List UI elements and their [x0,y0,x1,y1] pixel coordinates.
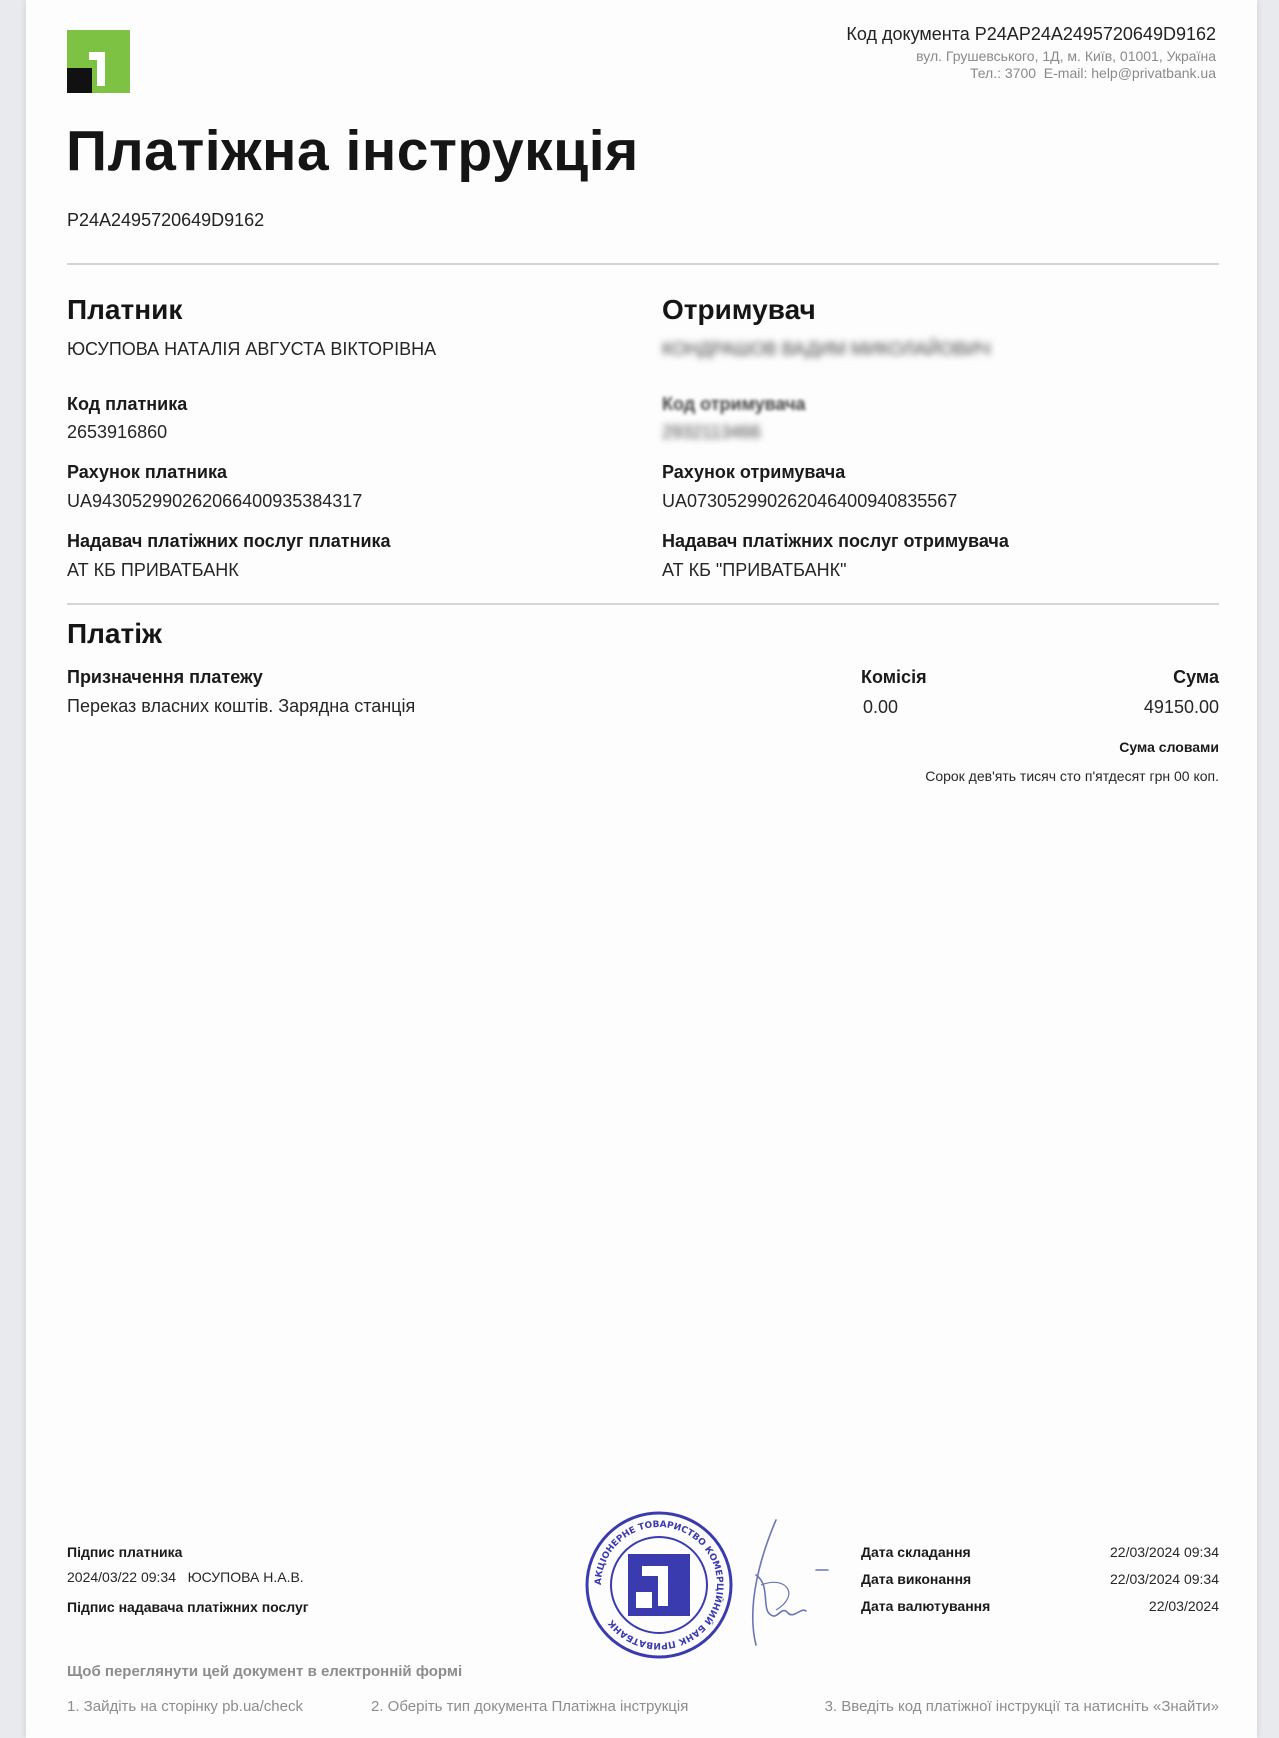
handwritten-signature-icon [716,1515,856,1655]
date-composed-value: 22/03/2024 09:34 [1110,1544,1219,1560]
recipient-account-label: Рахунок отримувача [662,462,846,482]
divider [67,263,1219,265]
sum-words-value: Сорок дев'ять тисяч сто п'ятдесят грн 00 коп. [925,768,1219,784]
page-title: Платіжна інструкція [66,119,639,183]
purpose-label: Призначення платежу [67,667,263,687]
privatbank-logo-icon [67,30,130,93]
footer-step-1: 1. Зайдіть на сторінку pb.ua/check [67,1698,303,1715]
payer-account: UA943052990262066400935384317 [67,491,363,511]
footer-step-2: 2. Оберіть тип документа Платіжна інструкція [371,1698,689,1715]
date-composed-label: Дата складання [861,1544,971,1560]
commission-label: Комісія [861,667,927,687]
payer-code: 2653916860 [67,422,168,442]
sum-label: Сума [1173,667,1219,687]
payer-provider-label: Надавач платіжних послуг платника [67,531,391,551]
sum-words-label: Сума словами [1119,739,1219,755]
payment-heading: Платіж [67,618,162,649]
date-executed-value: 22/03/2024 09:34 [1110,1571,1219,1587]
sum-value: 49150.00 [1143,697,1219,717]
recipient-code-label: Код отримувача [662,394,806,414]
divider [67,603,1219,605]
recipient-account: UA073052990262046400940835567 [662,491,958,511]
date-valued-value: 22/03/2024 [1148,1598,1219,1614]
payer-code-label: Код платника [67,394,188,414]
footer-step-3: 3. Введіть код платіжної інструкції та натисніть «Знайти» [824,1698,1219,1715]
payer-signature-value: 2024/03/22 09:34 ЮСУПОВА Н.А.В. [67,1569,304,1585]
stamp-text: АКЦІОНЕРНЕ ТОВАРИСТВО КОМЕРЦІЙНИЙ БАНК ПРИВАТБАНК [593,1519,725,1651]
footer-heading: Щоб переглянути цей документ в електронній формі [67,1663,463,1680]
date-executed-label: Дата виконання [861,1571,972,1587]
payer-heading: Платник [67,294,183,325]
purpose-value: Переказ власних коштів. Зарядна станція [67,696,416,716]
payer-signature-label: Підпис платника [67,1544,183,1560]
payer-account-label: Рахунок платника [67,462,227,482]
bank-stamp-icon [584,1510,734,1660]
recipient-heading: Отримувач [662,294,816,325]
date-valued-label: Дата валютування [861,1598,991,1614]
commission-value: 0.00 [863,697,899,717]
document-number: P24A2495720649D9162 [67,210,265,230]
bank-contact: Тел.: 3700 E-mail: help@privatbank.ua [969,65,1216,81]
payer-name: ЮСУПОВА НАТАЛІЯ АВГУСТА ВІКТОРІВНА [67,339,437,359]
recipient-provider: АТ КБ "ПРИВАТБАНК" [662,560,847,580]
document-code: Код документа P24AP24A2495720649D9162 [846,24,1216,44]
recipient-code: 2932113466 [662,422,761,442]
bank-address: вул. Грушевського, 1Д, м. Київ, 01001, Україна [916,48,1216,64]
document-page [26,0,1257,1738]
recipient-name: КОНДРАШОВ ВАДИМ МИКОЛАЙОВИЧ [662,339,991,359]
provider-signature-label: Підпис надавача платіжних послуг [67,1599,309,1615]
payer-provider: АТ КБ ПРИВАТБАНК [67,560,239,580]
recipient-provider-label: Надавач платіжних послуг отримувача [662,531,1009,551]
